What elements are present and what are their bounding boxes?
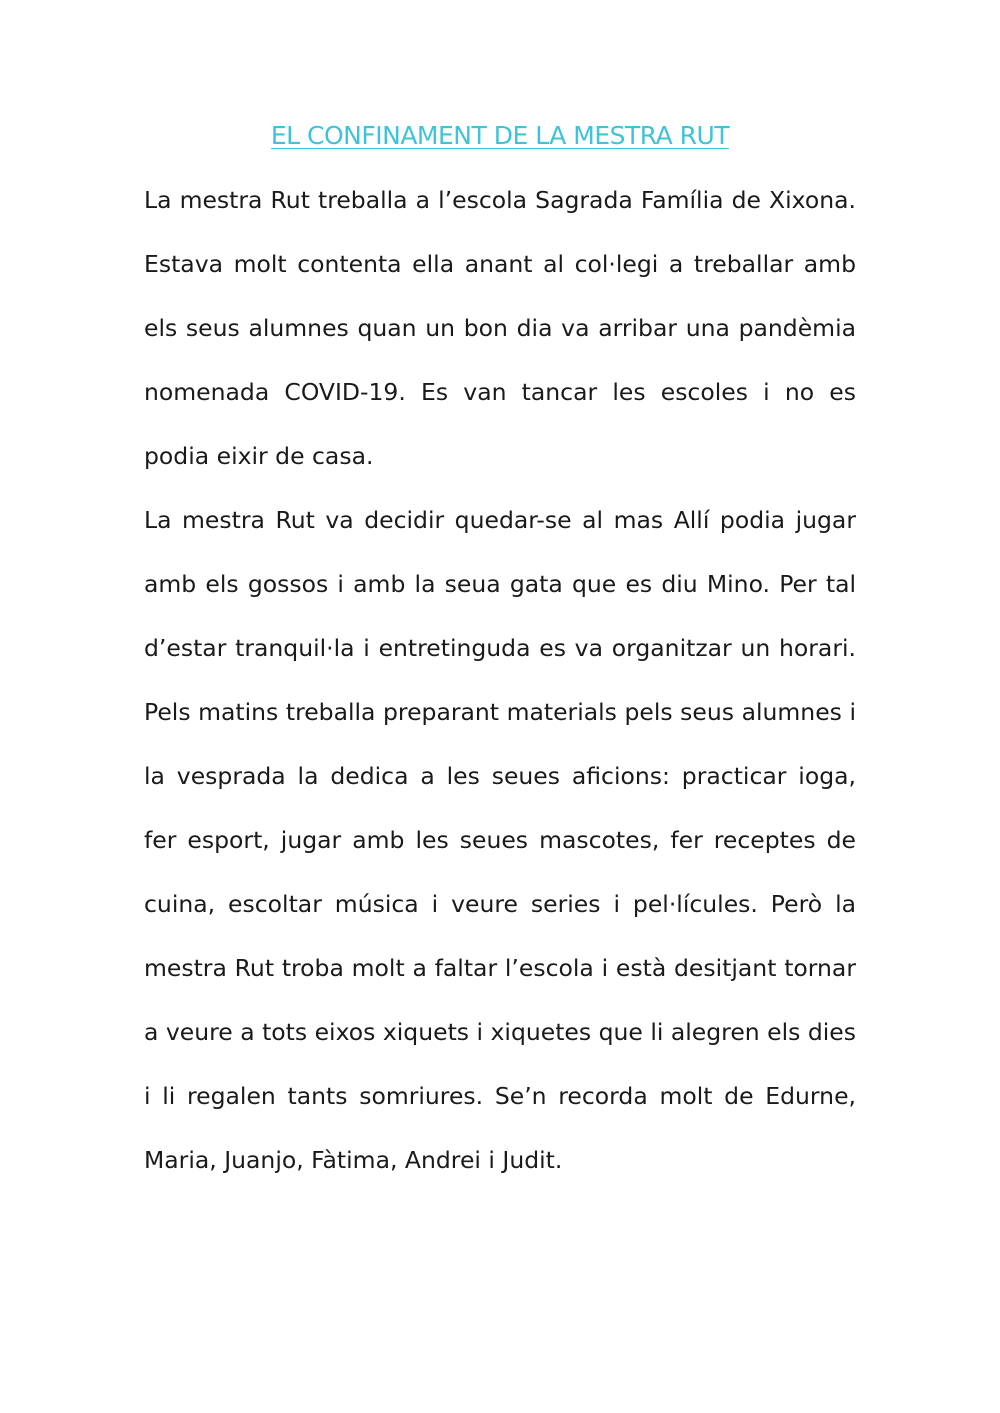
paragraph-2: La mestra Rut va decidir quedar-se al mas Allí podia jugar amb els gossos i amb la seua gata que es diu Mino. Per tal d’estar tranquil·la i entretinguda es va organitzar un horari. Pels matins treballa preparant materials pels seus alumnes i la vesprada la dedica a les seues aficions: practicar ioga, fer esport, jugar amb les seues mascotes, fer receptes de cuina, escoltar música i veure series i pel·lícules. Però la mestra Rut troba molt a faltar l’escola i està desitjant tornar a veure a tots eixos xiquets i xiquetes que li alegren els dies i li regalen tants somriures. Se’n recorda molt de Edurne, Maria, Juanjo, Fàtima, Andrei i Judit. [144, 506, 856, 1174]
document-body [144, 168, 856, 1192]
document-title: EL CONFINAMENT DE LA MESTRA RUT [270, 121, 730, 150]
paragraph-1: La mestra Rut treballa a l’escola Sagrada Família de Xixona. Estava molt contenta ella anant al col·legi a treballar amb els seus alumnes quan un bon dia va arribar una pandèmia nomenada COVID-19. Es van tancar les escoles i no es podia eixir de casa. [144, 186, 856, 470]
